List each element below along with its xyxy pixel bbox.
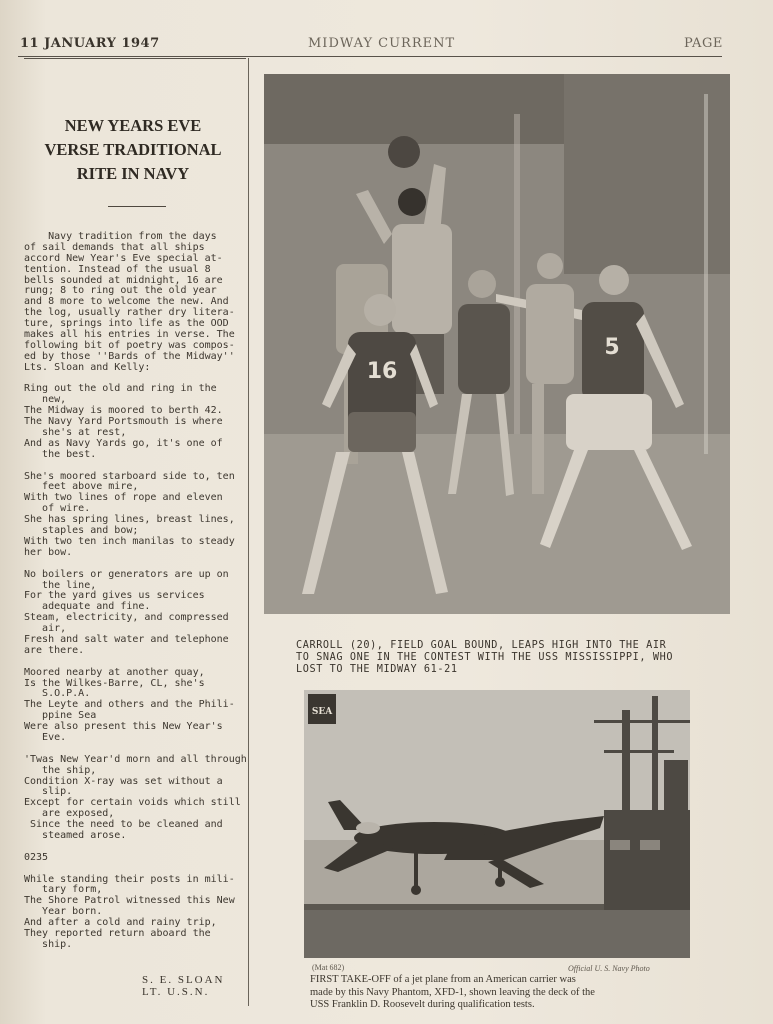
article-line: are exposed, [24, 808, 115, 820]
caption-line: LOST TO THE MIDWAY 61-21 [296, 664, 458, 675]
article-line: of wire. [24, 503, 91, 515]
article-line: following bit of poetry was compos- [24, 339, 235, 351]
article-line: the ship, [24, 764, 97, 776]
article-line: she's at rest, [24, 427, 127, 439]
article-line: Steam, electricity, and compressed [24, 612, 229, 624]
article-line: steamed arose. [24, 829, 127, 841]
article-line: slip. [24, 786, 73, 798]
signature-name: S. E. SLOAN [142, 974, 225, 986]
article-line: and 8 more to welcome the new. And [24, 296, 229, 308]
article-line: accord New Year's Eve special at- [24, 252, 223, 264]
column-rule [24, 58, 246, 59]
article-line: bells sounded at midnight, 16 are [24, 274, 223, 286]
mat-number: (Mat 682) [312, 963, 345, 972]
headline-line: VERSE TRADITIONAL [44, 140, 222, 159]
article-line: Eve. [24, 731, 67, 743]
headline-line: NEW YEARS EVE [64, 116, 202, 135]
article-body [24, 232, 246, 951]
signature-rank: LT. U.S.N. [142, 986, 210, 998]
article-line [24, 842, 246, 853]
article-line: tary form, [24, 884, 103, 896]
article-line: ture, springs into life as the OOD [24, 318, 229, 330]
article-line: The Shore Patrol witnessed this New [24, 895, 235, 907]
article-line: are there. [24, 644, 85, 656]
header-rule [18, 56, 722, 57]
article-line: of sail demands that all ships [24, 241, 205, 253]
article-line: Condition X-ray was set without a [24, 775, 223, 787]
article-line: Moored nearby at another quay, [24, 666, 205, 678]
article-line: S.O.P.A. [24, 688, 91, 700]
jet-takeoff-photo [304, 690, 690, 958]
jersey-number-16: 16 [366, 359, 398, 384]
article-line: And after a cold and rainy trip, [24, 917, 217, 929]
article-line: rung; 8 to ring out the old year [24, 285, 217, 297]
article-line: ed by those ''Bards of the Midway'' [24, 350, 235, 362]
article-line: air, [24, 623, 67, 635]
basketball-caption [296, 640, 706, 676]
article-line: 0235 [24, 851, 49, 863]
newspaper-name: MIDWAY CURRENT [308, 36, 456, 51]
article-line: Were also present this New Year's [24, 721, 223, 733]
article-line: feet above mire, [24, 481, 139, 493]
article-line: With two ten inch manilas to steady [24, 535, 235, 547]
article-line: She's moored starboard side to, ten [24, 470, 235, 482]
article-line: ppine Sea [24, 710, 97, 722]
sea-logo: SEA [311, 707, 333, 717]
article-line [24, 864, 246, 875]
article-signature [142, 974, 225, 998]
basketball-photo [264, 74, 730, 614]
article-line: No boilers or generators are up on [24, 568, 229, 580]
article-line: Since the need to be cleaned and [24, 819, 223, 831]
caption-line: made by this Navy Phantom, XFD-1, shown leaving the deck of the [310, 986, 595, 998]
article-line: adequate and fine. [24, 601, 151, 613]
article-line [24, 657, 246, 668]
article-line: Lts. Sloan and Kelly: [24, 361, 151, 373]
article-line: With two lines of rope and eleven [24, 492, 223, 504]
article-line: While standing their posts in mili- [24, 873, 235, 885]
jersey-number-5: 5 [604, 335, 620, 360]
article-line: Is the Wilkes-Barre, CL, she's [24, 677, 205, 689]
column-divider [248, 58, 249, 1006]
caption-line: CARROLL (20), FIELD GOAL BOUND, LEAPS HIGH INTO THE AIR [296, 640, 667, 651]
article-line: They reported return aboard the [24, 928, 211, 939]
photo-credit: Official U. S. Navy Photo [568, 964, 650, 973]
article-line: And as Navy Yards go, it's one of [24, 437, 223, 449]
article-line: Ring out the old and ring in the [24, 383, 217, 395]
article-line: 'Twas New Year'd morn and all through [24, 753, 247, 765]
article-line: staples and bow; [24, 525, 139, 537]
article-line [24, 559, 246, 570]
issue-date: 11 JANUARY 1947 [20, 36, 160, 51]
page-label: PAGE [684, 36, 723, 51]
article-line: ship. [24, 938, 73, 950]
article-line: tention. Instead of the usual 8 [24, 263, 211, 275]
article-line: Fresh and salt water and telephone [24, 633, 229, 645]
jet-caption [310, 974, 690, 1012]
article-line: Year born. [24, 906, 103, 918]
caption-line: TO SNAG ONE IN THE CONTEST WITH THE USS MISSISSIPPI, WHO [296, 652, 674, 663]
article-line: the best. [24, 448, 97, 460]
article-headline [26, 114, 240, 186]
article-line: For the yard gives us services [24, 590, 205, 602]
article-line: her bow. [24, 546, 73, 558]
article-line: The Midway is moored to berth 42. [24, 405, 223, 417]
article-line: Except for certain voids which still [24, 797, 241, 809]
article-line: the line, [24, 579, 97, 591]
caption-line: FIRST TAKE-OFF of a jet plane from an American carrier was [310, 974, 576, 985]
article-line: The Navy Yard Portsmouth is where [24, 416, 223, 428]
article-line: makes all his entries in verse. The [24, 329, 235, 341]
headline-divider [108, 206, 166, 207]
article-line [24, 461, 246, 472]
article-line: Navy tradition from the days [24, 231, 217, 242]
article-line: The Leyte and others and the Phili- [24, 699, 235, 711]
article-line: the log, usually rather dry litera- [24, 307, 235, 319]
caption-line: USS Franklin D. Roosevelt during qualification tests. [310, 999, 535, 1010]
article-line: new, [24, 394, 67, 406]
article-line: She has spring lines, breast lines, [24, 514, 235, 526]
headline-line: RITE IN NAVY [76, 164, 190, 183]
